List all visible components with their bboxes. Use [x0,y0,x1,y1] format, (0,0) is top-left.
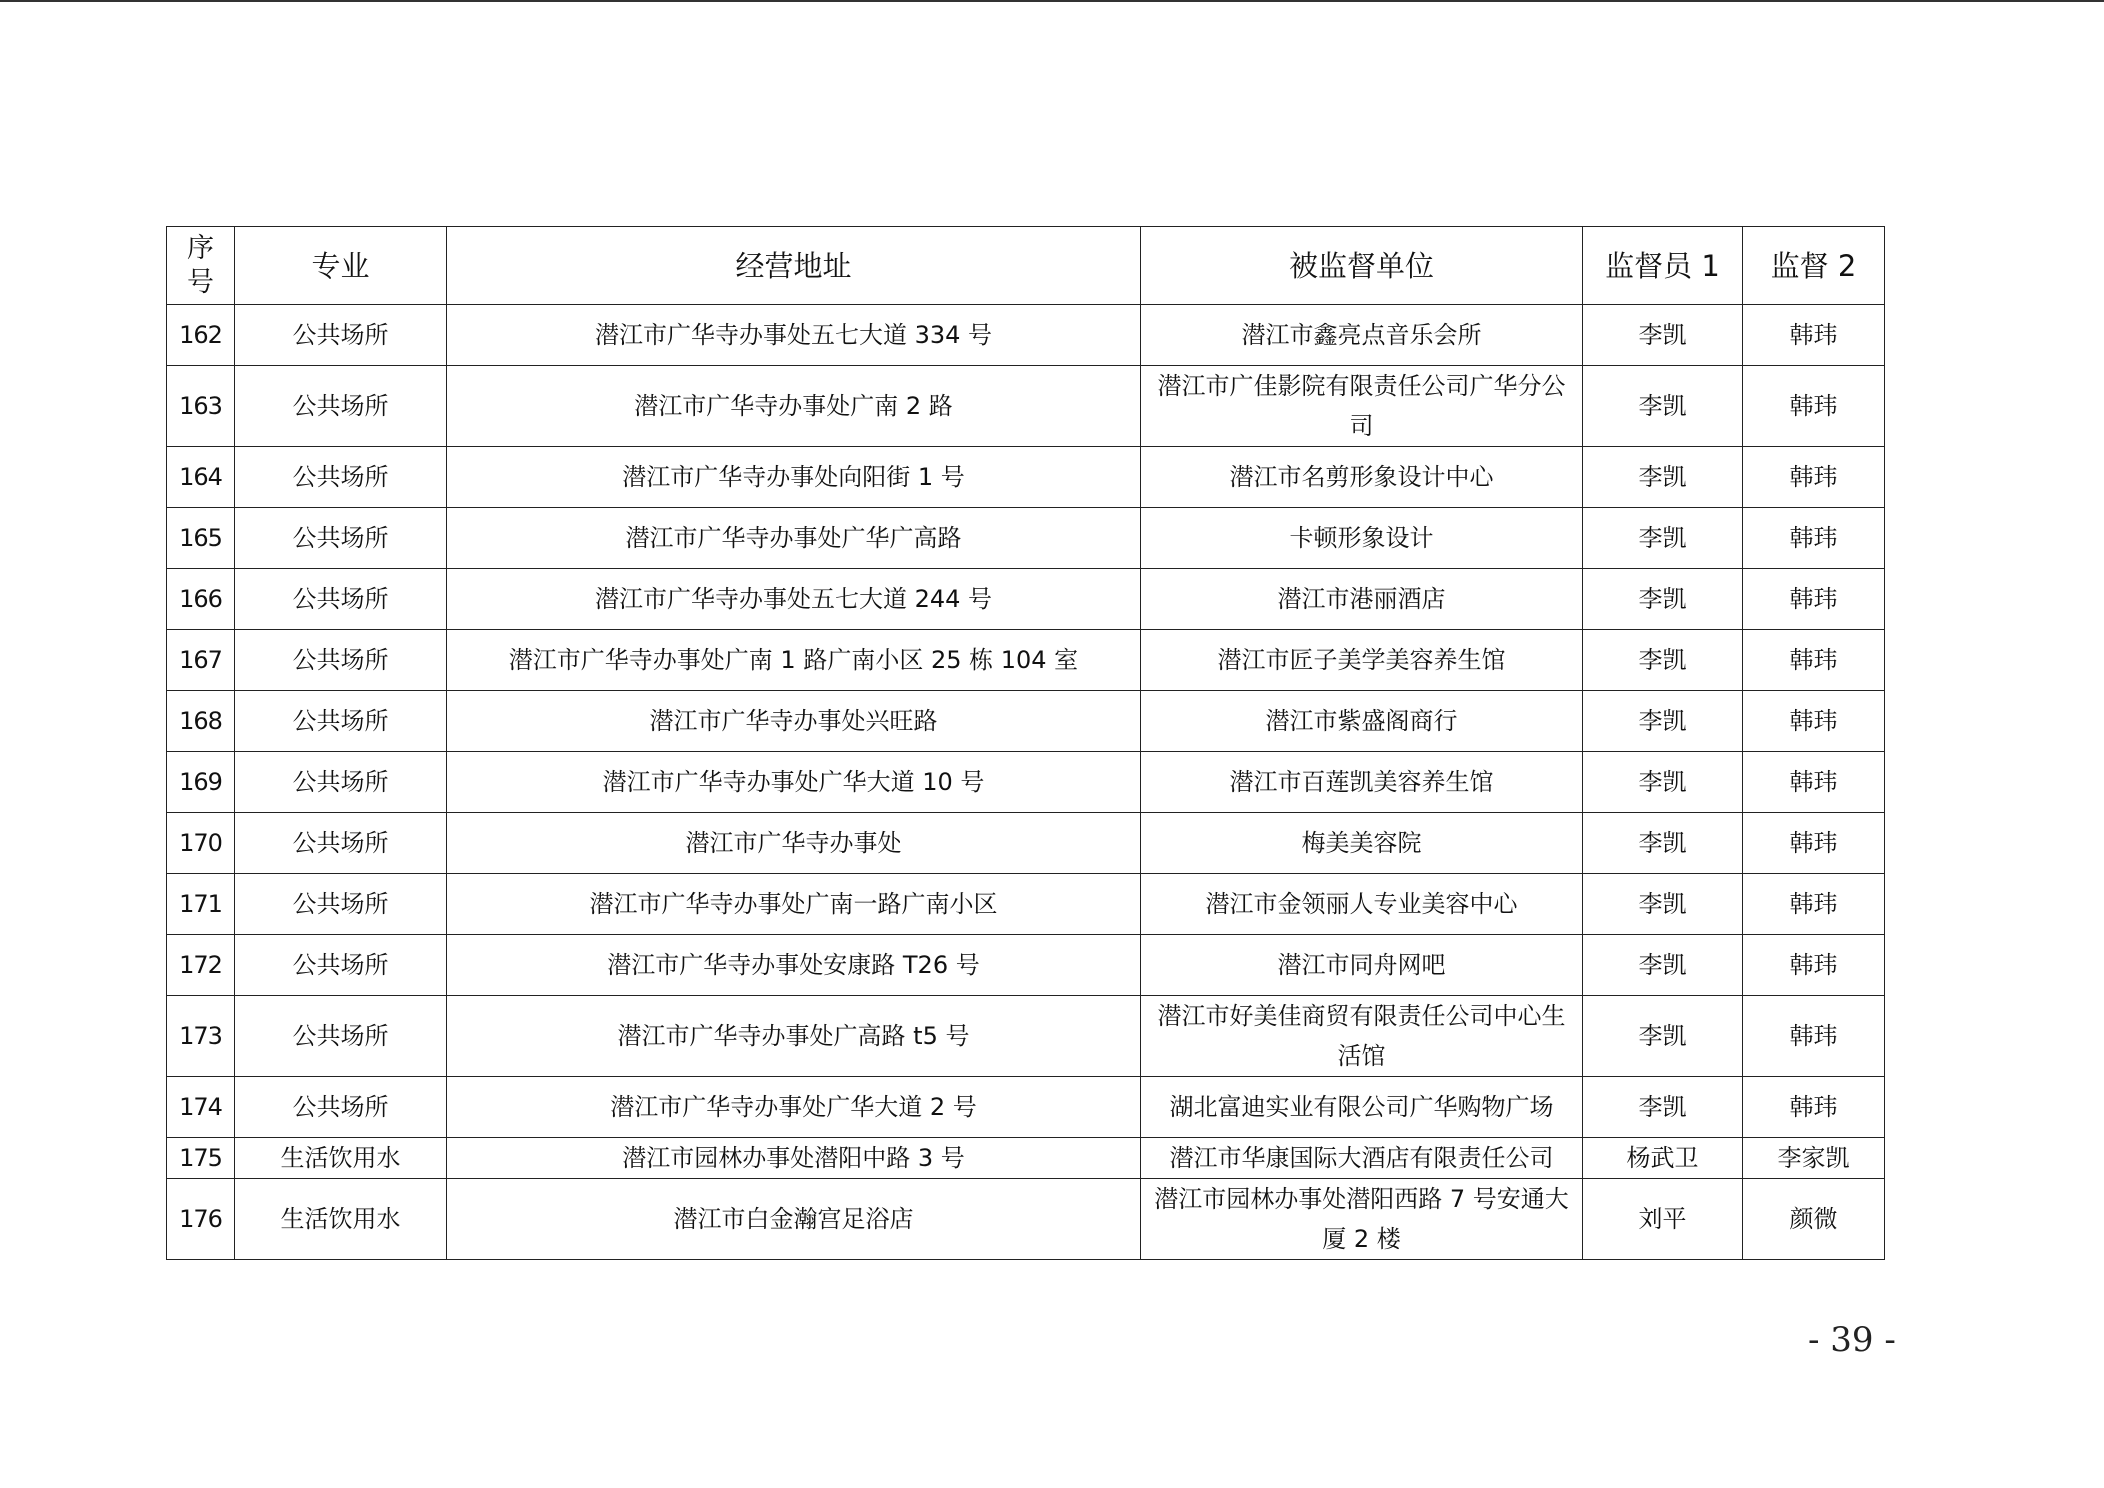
table-row [167,447,1885,508]
table-row [167,996,1885,1077]
table-row [167,874,1885,935]
cell-unit: 潜江市港丽酒店 [1141,569,1583,630]
table-row [167,1077,1885,1138]
cell-category: 公共场所 [235,508,447,569]
cell-address: 潜江市白金瀚宫足浴店 [447,1179,1141,1260]
cell-unit: 潜江市广佳影院有限责任公司广华分公司 [1141,366,1583,447]
cell-serial: 176 [167,1179,235,1260]
cell-supervisor-1: 李凯 [1583,996,1743,1077]
cell-serial: 174 [167,1077,235,1138]
cell-category: 公共场所 [235,813,447,874]
cell-address: 潜江市广华寺办事处五七大道 334 号 [447,305,1141,366]
cell-supervisor-1: 李凯 [1583,447,1743,508]
table-row [167,366,1885,447]
cell-supervisor-1: 李凯 [1583,569,1743,630]
supervision-table [166,226,1885,1260]
cell-supervisor-2: 韩玮 [1743,996,1885,1077]
cell-category: 公共场所 [235,366,447,447]
cell-category: 生活饮用水 [235,1179,447,1260]
cell-supervisor-2: 韩玮 [1743,366,1885,447]
cell-address: 潜江市广华寺办事处向阳街 1 号 [447,447,1141,508]
table-row [167,305,1885,366]
cell-address: 潜江市广华寺办事处五七大道 244 号 [447,569,1141,630]
cell-category: 公共场所 [235,996,447,1077]
table-row [167,1179,1885,1260]
table-row [167,1138,1885,1179]
table-header-row [167,227,1885,305]
cell-supervisor-2: 韩玮 [1743,874,1885,935]
cell-category: 公共场所 [235,569,447,630]
cell-unit: 潜江市好美佳商贸有限责任公司中心生活馆 [1141,996,1583,1077]
cell-supervisor-1: 李凯 [1583,305,1743,366]
cell-serial: 173 [167,996,235,1077]
cell-address: 潜江市广华寺办事处广南 2 路 [447,366,1141,447]
cell-supervisor-2: 韩玮 [1743,752,1885,813]
cell-address: 潜江市园林办事处潜阳中路 3 号 [447,1138,1141,1179]
table-row [167,813,1885,874]
cell-serial: 175 [167,1138,235,1179]
cell-supervisor-2: 韩玮 [1743,1077,1885,1138]
header-supervisor-1: 监督员 1 [1583,227,1743,305]
cell-unit: 潜江市华康国际大酒店有限责任公司 [1141,1138,1583,1179]
cell-category: 公共场所 [235,935,447,996]
cell-unit: 湖北富迪实业有限公司广华购物广场 [1141,1077,1583,1138]
cell-supervisor-2: 韩玮 [1743,935,1885,996]
cell-unit: 潜江市名剪形象设计中心 [1141,447,1583,508]
table-row [167,935,1885,996]
cell-category: 公共场所 [235,305,447,366]
cell-category: 公共场所 [235,752,447,813]
cell-supervisor-1: 李凯 [1583,752,1743,813]
cell-supervisor-2: 颜微 [1743,1179,1885,1260]
cell-address: 潜江市广华寺办事处广华大道 10 号 [447,752,1141,813]
cell-address: 潜江市广华寺办事处 [447,813,1141,874]
header-address: 经营地址 [447,227,1141,305]
cell-serial: 165 [167,508,235,569]
cell-serial: 172 [167,935,235,996]
cell-address: 潜江市广华寺办事处兴旺路 [447,691,1141,752]
cell-supervisor-2: 韩玮 [1743,569,1885,630]
cell-supervisor-2: 韩玮 [1743,630,1885,691]
cell-category: 公共场所 [235,630,447,691]
header-serial: 序 号 [167,227,235,305]
cell-category: 公共场所 [235,691,447,752]
cell-address: 潜江市广华寺办事处安康路 T26 号 [447,935,1141,996]
cell-serial: 162 [167,305,235,366]
cell-supervisor-2: 韩玮 [1743,305,1885,366]
cell-supervisor-1: 李凯 [1583,1077,1743,1138]
header-unit: 被监督单位 [1141,227,1583,305]
cell-supervisor-1: 杨武卫 [1583,1138,1743,1179]
header-supervisor-2: 监督 2 [1743,227,1885,305]
cell-supervisor-1: 李凯 [1583,366,1743,447]
table-row [167,630,1885,691]
cell-supervisor-1: 李凯 [1583,630,1743,691]
page-top-border [0,0,2104,2]
cell-supervisor-1: 李凯 [1583,508,1743,569]
cell-category: 公共场所 [235,1077,447,1138]
cell-serial: 164 [167,447,235,508]
cell-supervisor-2: 韩玮 [1743,813,1885,874]
cell-unit: 潜江市匠子美学美容养生馆 [1141,630,1583,691]
cell-supervisor-1: 李凯 [1583,874,1743,935]
cell-serial: 170 [167,813,235,874]
cell-category: 公共场所 [235,874,447,935]
cell-address: 潜江市广华寺办事处广南一路广南小区 [447,874,1141,935]
cell-serial: 169 [167,752,235,813]
cell-supervisor-1: 李凯 [1583,813,1743,874]
cell-supervisor-2: 韩玮 [1743,508,1885,569]
page-number: - 39 - [1808,1320,1896,1360]
cell-unit: 卡顿形象设计 [1141,508,1583,569]
cell-unit: 潜江市园林办事处潜阳西路 7 号安通大厦 2 楼 [1141,1179,1583,1260]
table-body [167,305,1885,1260]
cell-unit: 梅美美容院 [1141,813,1583,874]
cell-address: 潜江市广华寺办事处广南 1 路广南小区 25 栋 104 室 [447,630,1141,691]
cell-serial: 163 [167,366,235,447]
cell-supervisor-1: 李凯 [1583,935,1743,996]
cell-unit: 潜江市百莲凯美容养生馆 [1141,752,1583,813]
table-row [167,691,1885,752]
cell-supervisor-2: 李家凯 [1743,1138,1885,1179]
cell-category: 公共场所 [235,447,447,508]
cell-address: 潜江市广华寺办事处广高路 t5 号 [447,996,1141,1077]
cell-supervisor-1: 刘平 [1583,1179,1743,1260]
cell-unit: 潜江市同舟网吧 [1141,935,1583,996]
cell-serial: 166 [167,569,235,630]
cell-serial: 171 [167,874,235,935]
cell-supervisor-2: 韩玮 [1743,691,1885,752]
header-category: 专业 [235,227,447,305]
cell-supervisor-1: 李凯 [1583,691,1743,752]
cell-unit: 潜江市金领丽人专业美容中心 [1141,874,1583,935]
table-row [167,752,1885,813]
table-row [167,569,1885,630]
cell-unit: 潜江市鑫亮点音乐会所 [1141,305,1583,366]
cell-serial: 168 [167,691,235,752]
cell-unit: 潜江市紫盛阁商行 [1141,691,1583,752]
cell-category: 生活饮用水 [235,1138,447,1179]
cell-supervisor-2: 韩玮 [1743,447,1885,508]
cell-serial: 167 [167,630,235,691]
cell-address: 潜江市广华寺办事处广华广高路 [447,508,1141,569]
table-row [167,508,1885,569]
cell-address: 潜江市广华寺办事处广华大道 2 号 [447,1077,1141,1138]
